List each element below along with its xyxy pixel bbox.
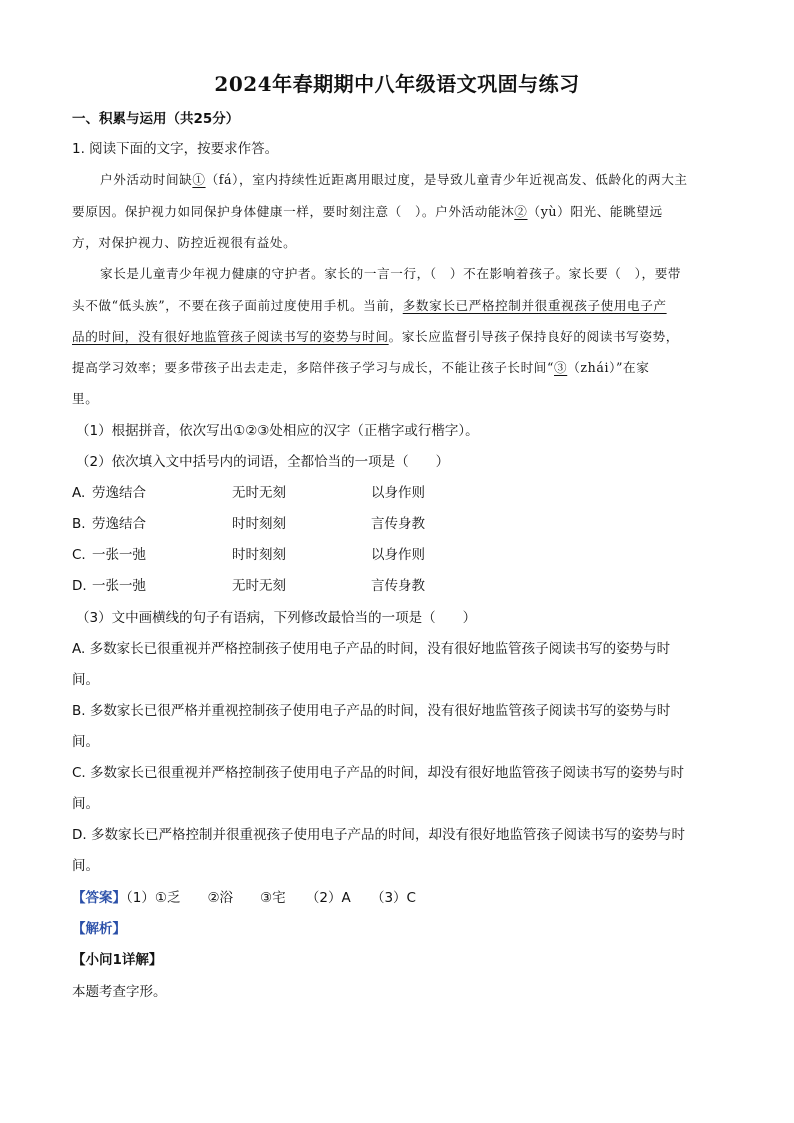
option-word-3: 以身作则 <box>371 547 425 563</box>
option-c-line-2: 间。 <box>72 796 99 812</box>
answer-text: （1）①乏 ②浴 ③宅 （2）A （3）C <box>126 890 416 906</box>
passage-text: 户外活动时间缺 <box>100 172 193 187</box>
option-a-line-1: A. 多数家长已很重视并严格控制孩子使用电子产品的时间，没有很好地监管孩子阅读书写的姿势与时 <box>72 641 671 657</box>
option-c <box>72 546 425 564</box>
option-d-line-1: D. 多数家长已严格控制并很重视孩子使用电子产品的时间，却没有很好地监管孩子阅读书写的姿势与时 <box>72 827 685 843</box>
detail-heading: 【小问1详解】 <box>72 952 163 968</box>
option-word-2: 时时刻刻 <box>232 516 286 532</box>
passage-line-3: 方，对保护视力、防控近视很有益处。 <box>72 235 297 250</box>
option-word-1: 劳逸结合 <box>92 485 146 501</box>
answer-label: 【答案】 <box>72 890 126 906</box>
option-word-3: 言传身教 <box>371 578 425 594</box>
passage-text: 要原因。保护视力如同保护身体健康一样，要时刻注意（ ）。户外活动能沐 <box>72 204 515 219</box>
option-label: A. <box>72 485 86 501</box>
passage-text: 头不做“低头族”，不要在孩子面前过度使用手机。当前， <box>72 298 403 313</box>
passage-line-6 <box>72 328 679 346</box>
section-heading: 一、积累与运用（共25分） <box>72 111 240 127</box>
option-word-1: 一张一弛 <box>92 547 146 563</box>
option-word-1: 一张一弛 <box>92 578 146 594</box>
option-a <box>72 484 425 502</box>
option-word-2: 无时无刻 <box>232 485 286 501</box>
passage-line-5 <box>72 297 667 315</box>
passage-text: 提高学习效率；要多带孩子出去走走，多陪伴孩子学习与成长，不能让孩子长时间“ <box>72 360 555 375</box>
passage-text: （yù）阳光、能眺望远 <box>527 204 663 219</box>
option-d <box>72 577 425 595</box>
blank-marker-1: ① <box>192 172 206 187</box>
underlined-sentence: 多数家长已严格控制并很重视孩子使用电子产 <box>402 298 667 313</box>
option-label: B. <box>72 516 86 532</box>
option-label: D. <box>72 578 87 594</box>
blank-marker-3: ③ <box>554 360 568 375</box>
page-title: 2024年春期期中八年级语文巩固与练习 <box>214 72 580 96</box>
option-word-1: 劳逸结合 <box>92 516 146 532</box>
passage-line-8: 里。 <box>72 391 99 406</box>
option-word-2: 无时无刻 <box>232 578 286 594</box>
option-b-line-1: B. 多数家长已很严格并重视控制孩子使用电子产品的时间，没有很好地监管孩子阅读书写的姿势与时 <box>72 703 671 719</box>
passage-line-7 <box>72 359 649 377</box>
option-a-line-2: 间。 <box>72 672 99 688</box>
passage-text: （zhái）”在家 <box>567 360 650 375</box>
option-c-line-1: C. 多数家长已很重视并严格控制孩子使用电子产品的时间，却没有很好地监管孩子阅读书写的姿势与时 <box>72 765 685 781</box>
passage-line-2 <box>72 203 663 221</box>
detail-text: 本题考查字形。 <box>72 984 167 1000</box>
sub-question-2: （2）依次填入文中括号内的词语，全都恰当的一项是（ ） <box>76 454 450 470</box>
option-d-line-2: 间。 <box>72 858 99 874</box>
option-label: C. <box>72 547 86 563</box>
blank-marker-2: ② <box>514 204 528 219</box>
sub-question-3: （3）文中画横线的句子有语病，下列修改最恰当的一项是（ ） <box>76 610 477 626</box>
option-word-3: 言传身教 <box>371 516 425 532</box>
option-word-3: 以身作则 <box>371 485 425 501</box>
passage-text: （fá），室内持续性近距离用眼过度，是导致儿童青少年近视高发、低龄化的两大主 <box>205 172 688 187</box>
question-1-stem: 1. 阅读下面的文字，按要求作答。 <box>72 141 279 157</box>
answer-row <box>72 889 416 907</box>
passage-text: 。家长应监督引导孩子保持良好的阅读书写姿势， <box>388 329 679 344</box>
analysis-label: 【解析】 <box>72 921 126 937</box>
option-word-2: 时时刻刻 <box>232 547 286 563</box>
option-b <box>72 515 425 533</box>
passage-line-4: 家长是儿童青少年视力健康的守护者。家长的一言一行，（ ）不在影响着孩子。家长要（ ），要带 <box>100 266 682 281</box>
underlined-sentence: 品的时间，没有很好地监管孩子阅读书写的姿势与时间 <box>72 329 389 344</box>
sub-question-1: （1）根据拼音，依次写出①②③处相应的汉字（正楷字或行楷字）。 <box>76 423 479 439</box>
passage-line-1 <box>100 171 688 189</box>
option-b-line-2: 间。 <box>72 734 99 750</box>
